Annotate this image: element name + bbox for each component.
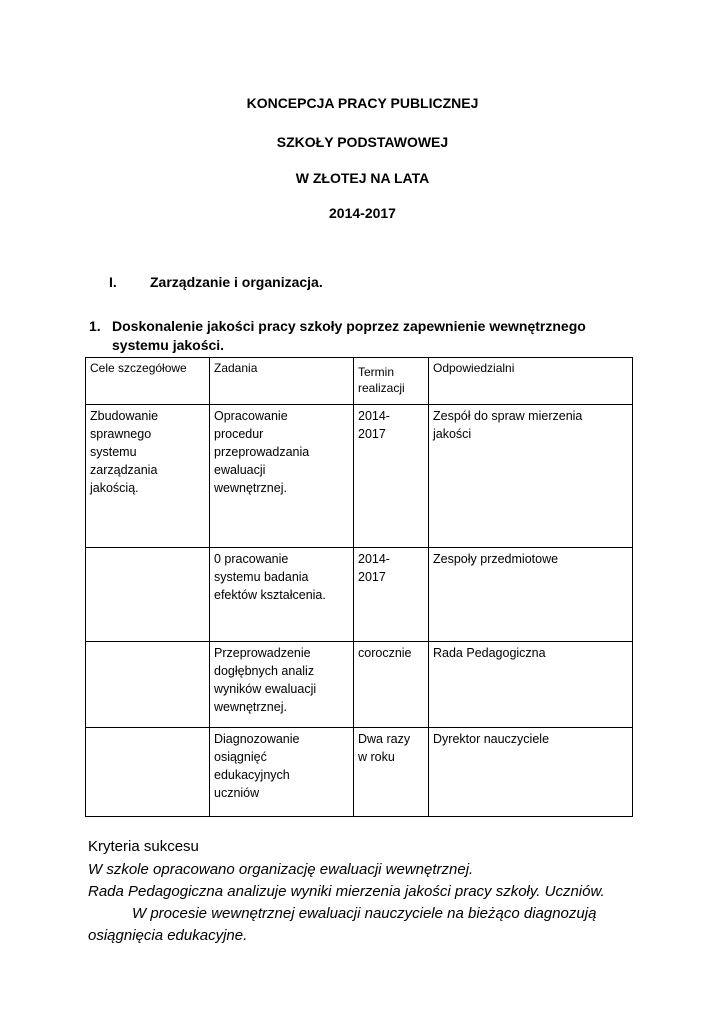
document-title-line-1: KONCEPCJA PRACY PUBLICZNEJ: [246, 95, 479, 111]
document-title-line-2: SZKOŁY PODSTAWOWEJ: [276, 134, 449, 150]
responsible-cell: Dyrektor nauczyciele: [429, 728, 633, 817]
document-title-line-4: 2014-2017: [329, 205, 396, 221]
goal-cell-empty: [86, 728, 210, 817]
section-heading: Zarządzanie i organizacja.: [150, 274, 323, 290]
criteria-line-2: Rada Pedagogiczna analizuje wyniki mierzenia jakości pracy szkoły. Uczniów.: [88, 883, 605, 900]
task-cell: Opracowanie procedur przeprowadzania ewaluacji wewnętrznej.: [210, 405, 354, 548]
term-cell: corocznie: [354, 642, 429, 728]
header-term: Termin realizacji: [354, 358, 429, 405]
criteria-line-4: osiągnięcia edukacyjne.: [88, 927, 248, 944]
goal-cell: Zbudowanie sprawnego systemu zarządzania jakością.: [86, 405, 210, 548]
term-cell: 2014- 2017: [354, 548, 429, 642]
table-row: [86, 728, 633, 817]
task-cell: Przeprowadzenie dogłębnych analiz wyników ewaluacji wewnętrznej.: [210, 642, 354, 728]
table-row: [86, 548, 633, 642]
task-cell: 0 pracowanie systemu badania efektów kształcenia.: [210, 548, 354, 642]
goal-cell-empty: [86, 548, 210, 642]
subsection-number: 1.: [89, 318, 101, 334]
table-row: [86, 642, 633, 728]
header-tasks: Zadania: [210, 358, 354, 405]
subsection-heading-line-2: systemu jakości.: [112, 337, 225, 353]
criteria-line-1: W szkole opracowano organizację ewaluacji wewnętrznej.: [88, 861, 474, 878]
responsible-cell: Rada Pedagogiczna: [429, 642, 633, 728]
responsible-cell: Zespół do spraw mierzenia jakości: [429, 405, 633, 548]
responsible-cell: Zespoły przedmiotowe: [429, 548, 633, 642]
table-row: [86, 405, 633, 548]
goals-table: [85, 357, 633, 817]
subsection-heading-line-1: Doskonalenie jakości pracy szkoły poprzez zapewnienie wewnętrznego: [112, 318, 586, 334]
criteria-heading: Kryteria sukcesu: [88, 838, 199, 855]
header-responsible: Odpowiedzialni: [429, 358, 633, 405]
criteria-line-3: W procesie wewnętrznej ewaluacji nauczyciele na bieżąco diagnozują: [132, 905, 597, 922]
document-title-line-3: W ZŁOTEJ NA LATA: [295, 170, 430, 186]
term-cell: 2014- 2017: [354, 405, 429, 548]
goal-cell-empty: [86, 642, 210, 728]
term-cell: Dwa razy w roku: [354, 728, 429, 817]
section-number: I.: [109, 274, 117, 290]
table-header-row: [86, 358, 633, 405]
header-goals: Cele szczegółowe: [86, 358, 210, 405]
task-cell: Diagnozowanie osiągnięć edukacyjnych uczniów: [210, 728, 354, 817]
